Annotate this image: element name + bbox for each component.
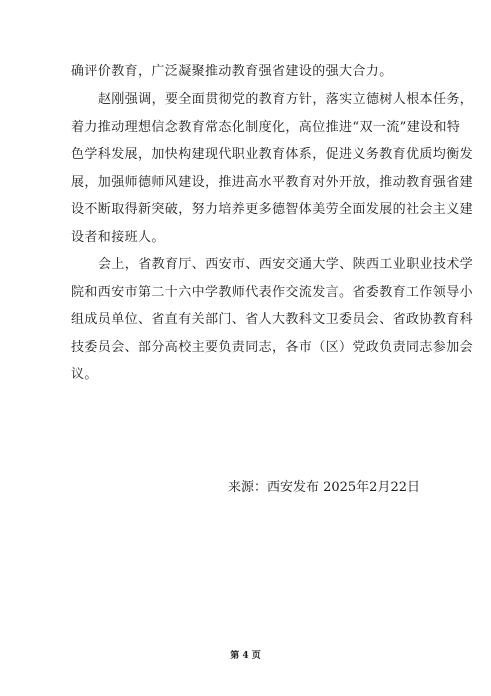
paragraph-line: 设者和接班人。 (71, 229, 165, 245)
paragraph-line: 色学科发展，加快构建现代职业教育体系，促进义务教育优质均衡发 (71, 147, 474, 162)
paragraph-line: 议。 (71, 367, 98, 382)
paragraph-line: 会上，省教育厅、西安市、西安交通大学、陕西工业职业技术学 (98, 257, 474, 272)
paragraph-line: 赵刚强调，要全面贯彻党的教育方针，落实立德树人根本任务， (98, 92, 474, 107)
paragraph-line: 着力推动理想信念教育常态化制度化，高位推进“双一流”建设和特 (71, 119, 461, 135)
page-number: 第 4 页 (230, 651, 261, 661)
paragraph-1 (71, 58, 420, 86)
paragraph-line: 确评价教育，广泛凝聚推动教育强省建设的强大合力。 (71, 64, 393, 79)
source-line: 来源：西安发布 2025年2月22日 (227, 480, 420, 495)
paragraph-line: 展，加强师德师风建设，推进高水平教育对外开放，推动教育强省建 (71, 174, 474, 190)
paragraph-line: 组成员单位、省直有关部门、省人大教科文卫委员会、省政协教育科 (71, 312, 474, 327)
paragraph-line: 设不断取得新突破，努力培养更多德智体美劳全面发展的社会主义建 (71, 202, 474, 217)
paragraph-3 (71, 251, 474, 389)
paragraph-2 (71, 86, 474, 251)
paragraph-line: 院和西安市第二十六中学教师代表作交流发言。省委教育工作领导小 (71, 284, 474, 300)
paragraph-line: 技委员会、部分高校主要负责同志，各市（区）党政负责同志参加会 (71, 339, 474, 355)
